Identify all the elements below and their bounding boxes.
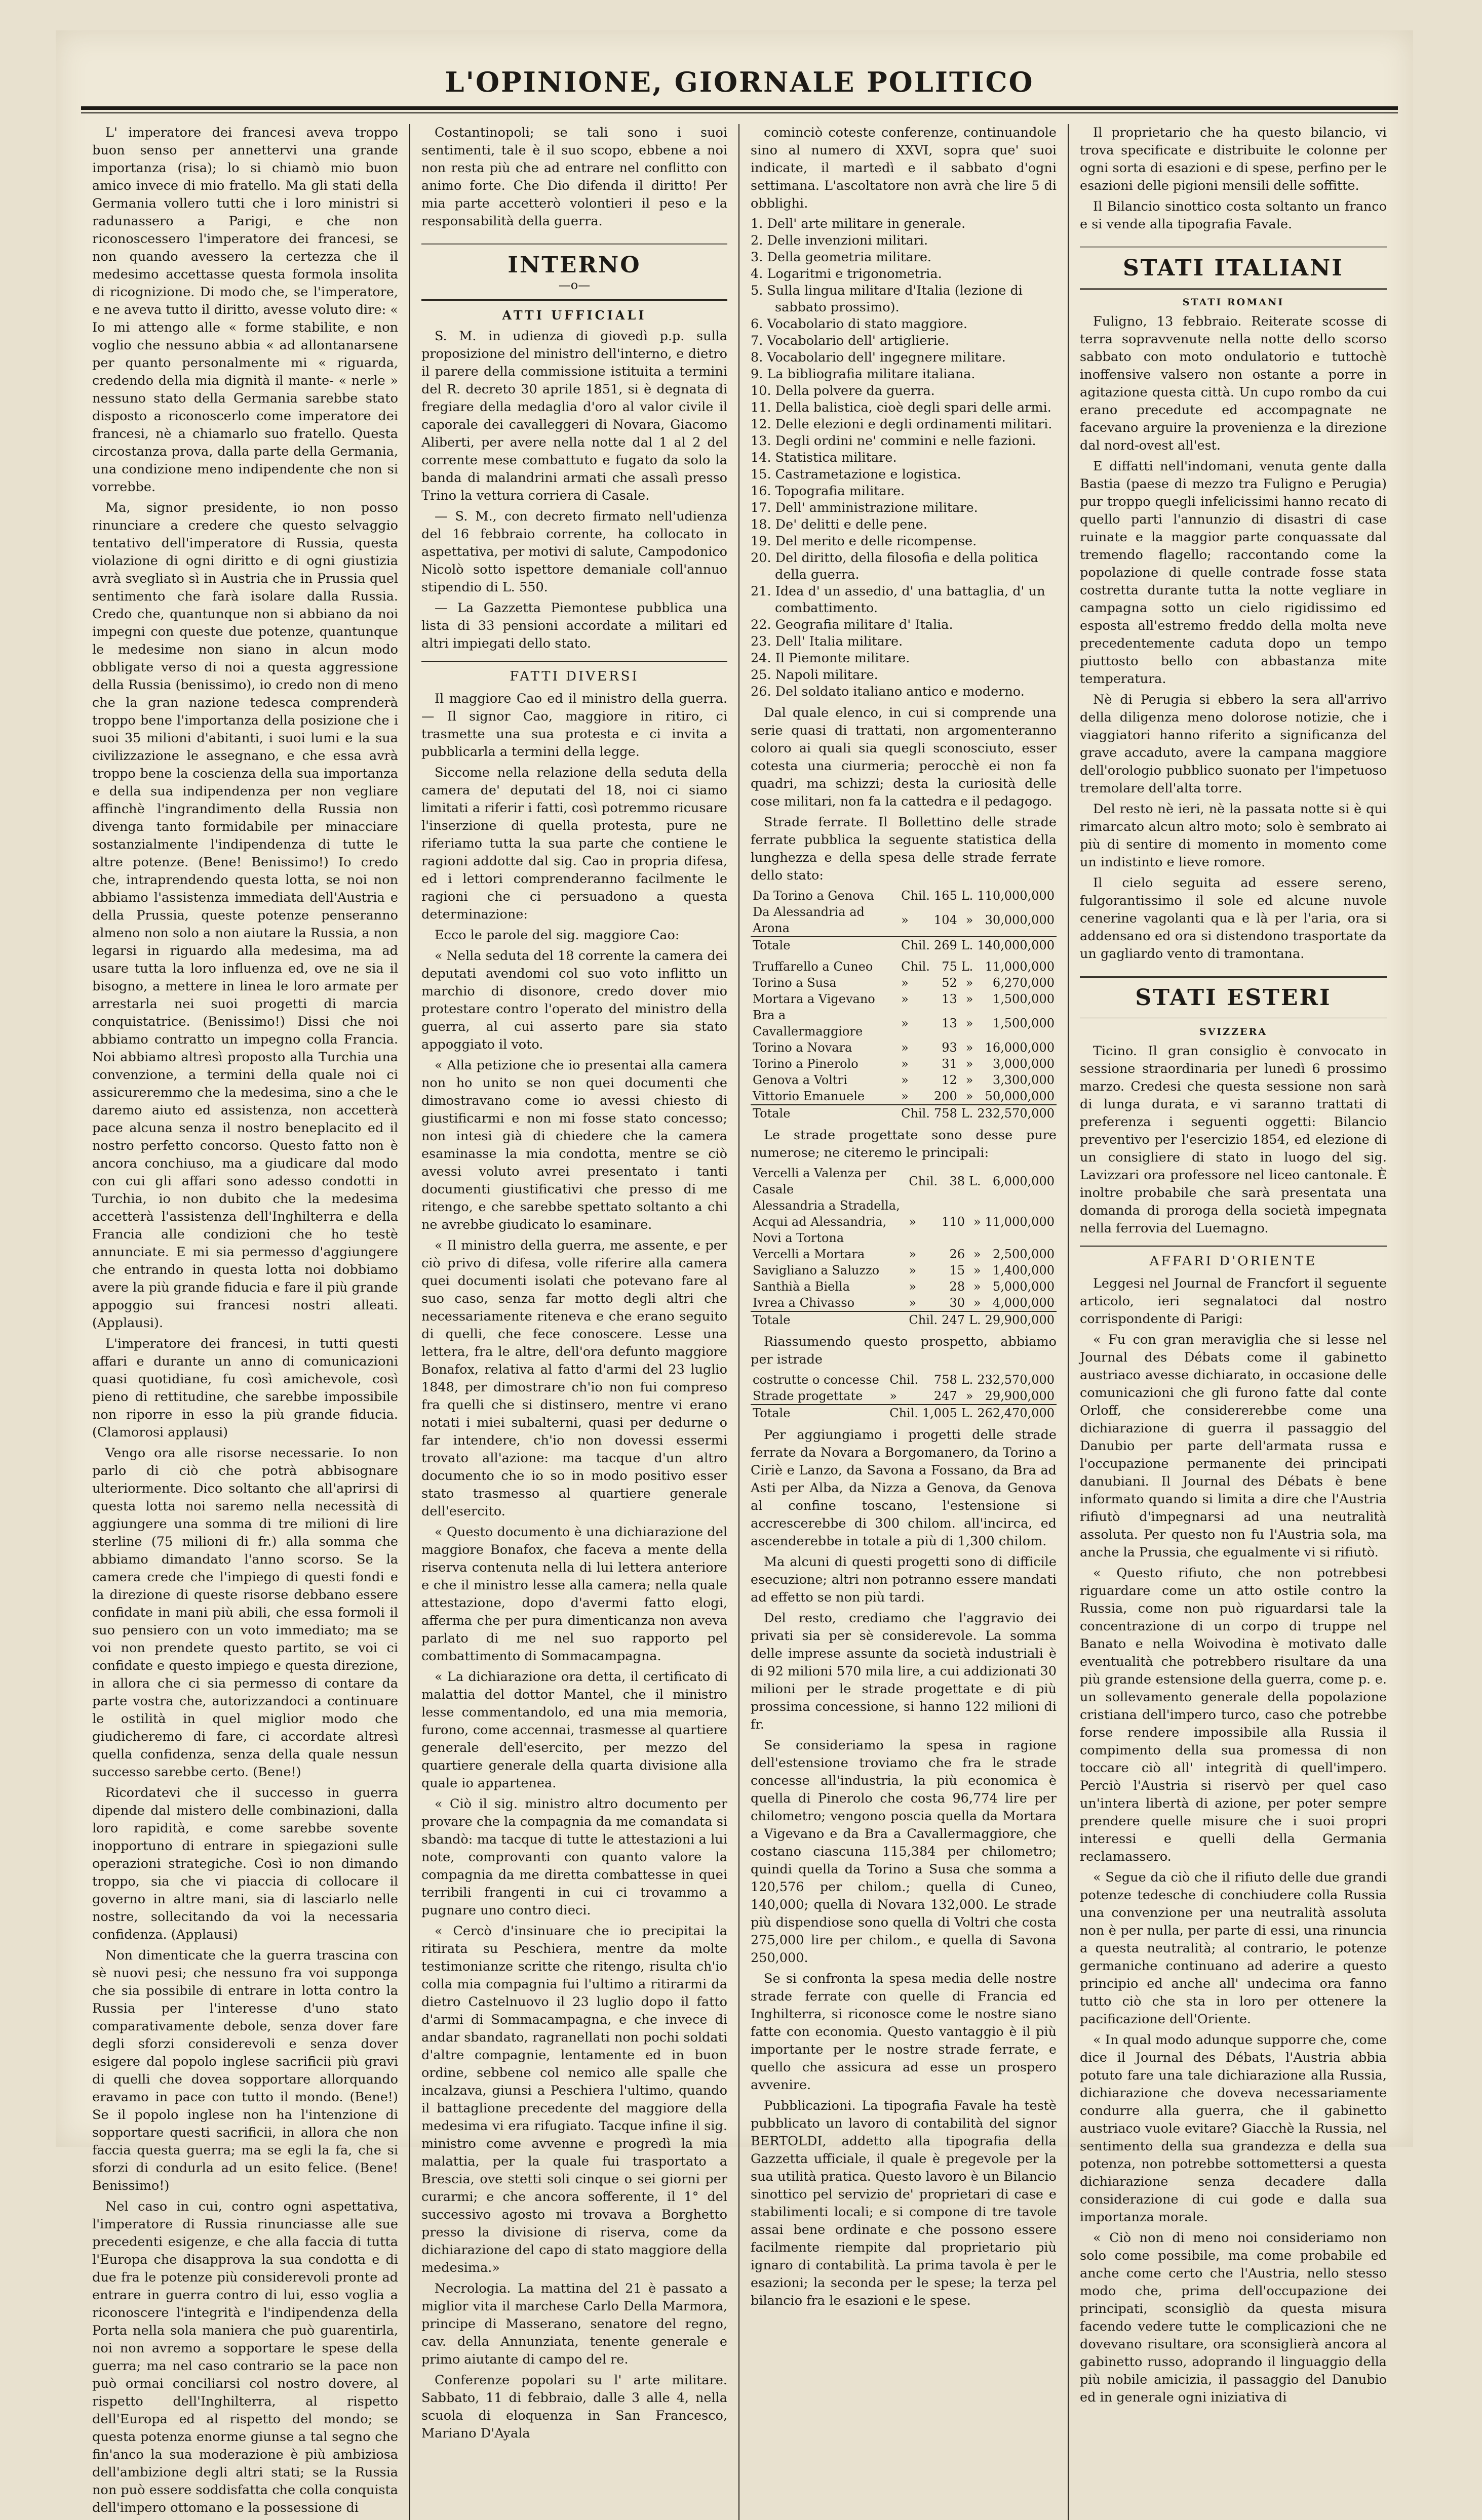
table-row: [751, 1388, 1057, 1405]
table-cell: 1,500,000: [992, 992, 1055, 1006]
table-cell: 269: [932, 937, 959, 953]
table-cell: 1,400,000: [992, 1263, 1055, 1277]
table-cell: »: [901, 992, 909, 1006]
paragraph: Leggesi nel Journal de Francfort il seguente articolo, ieri segnalatoci dal nostro corrispondente di Parigi:: [1080, 1276, 1387, 1327]
table-cell: Genova a Voltri: [753, 1073, 847, 1087]
table-cell: 15: [949, 1263, 965, 1277]
table-cell: L.: [959, 1405, 976, 1421]
table-cell: 165: [933, 889, 957, 903]
table-cell: »: [965, 913, 973, 927]
table-cell: 6,270,000: [992, 976, 1055, 990]
paragraph: Necrologia. La mattina del 21 è passato a miglior vita il marchese Carlo Della Marmora, principe di Masserano, senatore del regno, cav. della Annunziata, tenente generale e primo aiutante di campo del re.: [421, 2281, 727, 2367]
paragraph: Del resto, crediamo che l'aggravio dei privati sia per sè considerevole. La somma delle imprese assunte da società industriali è di 92 milioni 570 mila lire, a cui addizionati 30 milioni per le strade progettate e di più prossima concessione, si hanno 122 milioni di fr.: [751, 1611, 1057, 1732]
table-cell: »: [901, 1057, 909, 1071]
list-item: 17. Dell' amministrazione militare.: [751, 500, 978, 515]
table-cell: »: [965, 976, 973, 990]
paragraph: Ricordatevi che il successo in guerra dipende dal mistero delle combinazioni, dalla loro rapidità, e come sarebbe sovente inopportuno di entrare in spiegazioni sulle operazioni strategiche. Così io non dimando troppo, sia che vi piaccia di collocare il governo in altre mani, sia di lasciarlo nelle nostre, sollecitando da voi la necessaria confidenza. (Applausi): [92, 1785, 398, 1942]
table-cell: »: [965, 992, 973, 1006]
table-cell: Chil.: [899, 1105, 932, 1122]
table-row: [751, 1197, 1057, 1246]
paragraph: L'imperatore dei francesi, in tutti questi affari e durante un anno di comunicazioni quasi quotidiane, fu così amichevole, così pieno di rettitudine, che sarebbe impossibile non riporre in esso la più grande fiducia. (Clamorosi applausi): [92, 1336, 398, 1440]
bilancio-price: Il Bilancio sinottico costa soltanto un franco e si vende alla tipografia Favale.: [1080, 199, 1387, 232]
table-cell: 30,000,000: [985, 913, 1055, 927]
list-item: 25. Napoli militare.: [751, 667, 878, 683]
table-cell: 3,000,000: [992, 1057, 1055, 1071]
table-cell: Chil.: [901, 959, 930, 974]
atti-ufficiali-text: [421, 328, 727, 653]
table-total-row: [751, 937, 1057, 953]
table-cell: 758: [933, 1373, 957, 1387]
table-cell: »: [965, 1089, 973, 1103]
table-row: [751, 975, 1057, 991]
table-cell: Vittorio Emanuele: [753, 1089, 865, 1103]
paragraph: « In qual modo adunque supporre che, come dice il Journal des Débats, l'Austria abbia potuto fare una tale dichiarazione alla Russia, dichiarazione che doveva necessariamente condurre alla guerra, che il gabinetto austriaco vuole evitare? Giacchè la Russia, nel sentimento della sua grandezza e della sua potenza, non potrebbe sottomettersi a questa dichiarazione senza decadere dalla considerazione di cui gode e dalla sua importanza morale.: [1080, 2032, 1387, 2225]
paragraph: « Questo rifiuto, che non potrebbesi riguardare come un atto ostile contro la Russia, come non può riguardarsi tale la concentrazione di un corpo di truppe nel Banato e nella Woivodina è motivato dalle eventualità che potrebbero risultare da una più grande estensione della guerra, come p. e. un sollevamento generale della popolazione cristiana dell'impero turco, caso che potrebbe forse rendere impossibile alla Russia il compimento della sua promessa di non toccare ciò all' integrità di quell'impero. Perciò l'Austria si riservò per quel caso un'intera libertà di azione, per poter sempre prendere quelle misure che i suoi propri interessi e quelli della Germania reclamassero.: [1080, 1566, 1387, 1864]
table-cell: »: [909, 1263, 917, 1277]
paragraph: E diffatti nell'indomani, venuta gente dalla Bastia (paese di mezzo tra Fuligno e Perugia) pur troppo quegli infelicissimi hanno recato di quello parti l'annunzio di disastri di case ruinate e la maggior parte conquassate dal tremendo flagello; raccontando come la popolazione di quelle contrade fosse stata costretta durante tutta la notte vegliare in campagna sotto un cielo rigidissimo ed esposta all'estremo freddo della molta neve precedentemente caduta dopo un tempo piuttosto bello con abbastanza mite temperatura.: [1080, 459, 1387, 687]
paragraph: « Alla petizione che io presentai alla camera non ho unito se non quei documenti che dimostravano come io avessi chiesto di giustificarmi e non mi fosse stato concesso; non intesi già di chiedere che la camera esaminasse la mia condotta, mentre se ciò avessi voluto avrei presentato i tanti documenti giustificativi che presso di me ritengo, e che sarebbe spettato soltanto a chi ne avrebbe giudicato lo esaminare.: [421, 1058, 727, 1232]
table-row: [751, 1372, 1057, 1388]
table-cell: 6,000,000: [992, 1174, 1055, 1188]
paragraph: « Il ministro della guerra, me assente, e per ciò privo di difesa, volle riferire alla camera quei documenti isolati che potevano fare al suo caso, senza far motto degli altri che necessariamente riteneva e che erano seguito di quelli, che fece conoscere. Lesse una lettera, fra le altre, dell'ora defunto maggiore Bonafox, relativa al fatto d'armi del 23 luglio 1848, per dimostrare ch'io non fui compreso fra quelli che si distinsero, mentre vi erano notati i miei subalterni, quasi per dedurne o far intendere, ch'io non dovessi essermi trovato all'azione: ma tacque d'un altro documento che io so in modo positivo esser stato trasmesso al quartiere generale dell'esercito.: [421, 1238, 727, 1519]
paragraph: « Segue da ciò che il rifiuto delle due grandi potenze tedesche di conchiudere colla Russia una convenzione per una neutralità assoluta non è per nulla, per parte di essi, una rinuncia a questa neutralità; al contrario, le potenze germaniche continuano ad aderire a questo principio ed anche all' undecima ora fanno tutto ciò che sta in loro per ottenere la pacificazione dell'Oriente.: [1080, 1870, 1387, 2027]
stati-esteri-text: [1080, 1043, 1387, 1237]
table-cell: L.: [961, 1373, 973, 1387]
table-cell: »: [973, 1215, 981, 1229]
table-cell: 26: [949, 1247, 965, 1261]
table-cell: 247: [933, 1389, 957, 1403]
list-item: 8. Vocabolario dell' ingegnere militare.: [751, 350, 1006, 365]
list-item: 26. Del soldato italiano antico e moderno.: [751, 684, 1025, 699]
table-cell: 31: [942, 1057, 957, 1071]
table-cell: Da Torino a Genova: [753, 889, 874, 903]
list-item: 23. Dell' Italia militare.: [751, 634, 903, 649]
railway-table-conceded: [751, 958, 1057, 1122]
table-row: [751, 1007, 1057, 1039]
paragraph: Ma, signor presidente, io non posso rinunciare a credere che questo selvaggio tentativo dell'imperatore di Russia, questa violazione di ogni diritto e di ogni giustizia avrà svegliato sì in Austria che in Prussia quel sentimento che farà isolare dalla Russia. Credo che, quantunque non si abbiano da noi impegni con queste due potenze, quantunque le medesime non siano in alcun modo obbligate verso di noi a questa aggressione della Russia (benissimo), io credo non di meno che la gran nazione tedesca comprenderà troppo bene l'importanza della posizione che i suoi 35 milioni d'abitanti, i suoi lumi e la sua civilizzazione le assegnano, e che essa avrà troppo bene la coscienza della sua importanza e della sua indipendenza per non vegliare affinchè l'ingrandimento della Russia non divenga tanto formidabile per minacciare sostanzialmente l'indipendenza di tutte le altre potenze. (Bene! Benissimo!) Io credo che, intraprendendo questa lotta, se noi non abbiamo l'assistenza immediata dell'Austria e della Prussia, queste potenze penseranno almeno non solo a non aiutare la Russia, a non legarsi in riguardo alla medesima, ma ad usare tutta la loro influenza ed, ove ne sia il bisogno, a mettere in linea le loro armate per arrestarla nei suoi progetti di marcia conquistatrice. (Benissimo!) Dissi che noi abbiamo contratto un impegno colla Francia. Noi abbiamo altresì proposto alla Turchia una convenzione, a termini della quale noi ci assicureremmo che la medesima, sino a che le daremo aiuto ed assistenza, non accetterà pace alcuna senza il nostro beneplacito ed il nostro perfetto concorso. Questo fatto non è ancora conchiuso, ma a giudicare dal modo con cui gli affari sono adesso condotti in Turchia, io non dubito che la medesima accetterà l'assistenza dell'Inghilterra e della Francia alle condizioni che ho testè annunciate. E mi sia permesso d'aggiungere che entrando in questa lotta noi dobbiamo avere la più grande fiducia e fare il più grande appoggio sui francesi nostri alleati. (Applausi).: [92, 500, 398, 1331]
table-row: [751, 1278, 1057, 1295]
table-cell: »: [973, 1247, 981, 1261]
paragraph: Ecco le parole del sig. maggiore Cao:: [435, 928, 680, 943]
table-cell: 16,000,000: [985, 1041, 1055, 1055]
paragraph: « Fu con gran meraviglia che si lesse nel Journal des Débats come il gabinetto austriaco avesse dichiarato, in occasione delle comunicazioni che gli furono fatte dal conte Orloff, che considererebbe come una dichiarazione di guerra il passaggio del Danubio per parte dell'armata russa e l'occupazione permanente dei principati danubiani. Il Journal des Débats è bene informato quando si limita a dire che l'Austria rifiutò d'impegnarsi ad una neutralità assoluta. Per questo non fu l'Austria sola, ma anche la Prussia, che egualmente vi si rifiutò.: [1080, 1332, 1387, 1560]
table-cell: »: [901, 976, 909, 990]
table-cell: Chil.: [909, 1174, 938, 1188]
column-1-text: [92, 124, 398, 2517]
paragraph: Siccome nella relazione della seduta della camera de' deputati del 18, noi ci siamo limitati a riferir i fatti, così potremmo ricusare l'inserzione di quella protesta, pure ne riferiamo tutta la sua parte che contiene le ragioni addotte dal sig. Cao in propria difesa, ed i lettori comprenderanno facilmente le ragioni che ci persuadono a questa determinazione:: [421, 765, 727, 922]
paragraph: « La dichiarazione ora detta, il certificato di malattia del dottor Mantel, che il ministro lesse commentandolo, ed una mia memoria, furono, come accennai, trasmesse al quartiere generale dell'esercito, per mezzo del quartiere generale della quarta divisione alla quale io appartenea.: [421, 1669, 727, 1791]
riassunto-intro: Riassumendo questo prospetto, abbiamo per istrade: [751, 1334, 1057, 1367]
list-item: 3. Della geometria militare.: [751, 250, 932, 265]
list-item: 6. Vocabolario di stato maggiore.: [751, 316, 967, 332]
table-cell: L.: [961, 889, 973, 903]
table-cell: Savigliano a Saluzzo: [753, 1263, 880, 1277]
table-cell: 50,000,000: [985, 1089, 1055, 1103]
paragraph: Se consideriamo la spesa in ragione dell'estensione troviamo che fra le strade concesse all'industria, la più economica è quella di Pinerolo che costa 96,774 lire per chilometro; vengono poscia quella da Mortara a Vigevano e da Bra a Cavallermaggiore, che costano ciascuna 115,384 per chilometro; quindi quella da Torino a Susa che somma a 120,576 per chilom.; quella di Cuneo, 140,000; quella di Novara 132,000. Le strade più dispendiose sono quella di Voltri che costa 275,000 lire per chilom., e quella di Savona 250,000.: [751, 1738, 1057, 1966]
table-cell: 52: [942, 976, 957, 990]
table-row: [751, 958, 1057, 975]
table-cell: 110: [942, 1215, 965, 1229]
table-cell: Torino a Susa: [753, 976, 837, 990]
table-cell: 3,300,000: [992, 1073, 1055, 1087]
table-cell: 262,470,000: [975, 1405, 1057, 1421]
table-cell: Truffarello a Cuneo: [753, 959, 873, 974]
list-item: 24. Il Piemonte militare.: [751, 651, 910, 666]
table-cell: 140,000,000: [975, 937, 1057, 953]
column-2: [410, 124, 739, 2520]
paragraph: Non dimenticate che la guerra trascina con sè nuovi pesi; che nessuno fra voi supponga che sia possibile di entrare in lotta contro la Russia per l'interesse d'uno stato comparativamente debole, senza dover fare degli sforzi considerevoli e senza dover esigere dal popolo inglese sacrificii più gravi di quelli che dovea sopportare allorquando eravamo in pace con tutto il mondo. (Bene!) Se il popolo inglese non ha l'intenzione di sopportare questi sacrificii, in allora che non faccia questa guerra; ma se egli la fa, che si sforzi di condurla ad un esito felice. (Bene! Benissimo!): [92, 1948, 398, 2193]
table-cell: 232,570,000: [975, 1105, 1057, 1122]
table-cell: 1,500,000: [992, 1016, 1055, 1030]
table-cell: L.: [959, 937, 976, 953]
table-cell: »: [901, 1073, 909, 1087]
table-cell: »: [965, 1389, 973, 1403]
table-cell: 13: [942, 992, 957, 1006]
header-rule: [81, 106, 1398, 110]
table-cell: 11,000,000: [985, 1215, 1055, 1229]
table-cell: L.: [959, 1105, 976, 1122]
columns: [81, 124, 1398, 2515]
paragraph: Del resto nè ieri, nè la passata notte si è qui rimarcato alcun altro moto; solo è sembrato ai più di sentire di momento in momento come un indistinto e lieve romore.: [1080, 802, 1387, 870]
table-cell: Strade progettate: [753, 1389, 863, 1403]
paragraph: L' imperatore dei francesi aveva troppo buon senso per annettervi una grande importanza (risa); lo si chiamò mio buon amico invece di mio fratello. Ma gli stati della Germania vollero tutti che i loro ministri si radunassero a Parigi, e che non riconoscessero l'imperatore dei francesi, se non quando avessero la certezza che il medesimo accettasse questa formola insolita di ricognizione. Di modo che, se l'imperatore, e ne aveva tutto il diritto, avesse voluto dire: « Io mi attengo alle « forme stabilite, e non voglio che nessuno abbia « ad allontanarsene per quanto personalmente mi « riguarda, credendo della mia dignità il mante- « nerle » nessuno stato della Germania sarebbe stato disposto a riconoscerlo come imperatore dei francesi, nè a chiamarlo suo fratello. Questa circostanza prova, dalla parte della Germania, una condizione meno indipendente che non si vorrebbe.: [92, 125, 398, 495]
railway-table-projected: [751, 1165, 1057, 1328]
table-cell: 110,000,000: [977, 889, 1055, 903]
table-cell: 2,500,000: [992, 1247, 1055, 1261]
table-cell: »: [973, 1263, 981, 1277]
column-1: [81, 124, 410, 2520]
paragraph: Il cielo seguita ad essere sereno, fulgorantissimo il sole ed alcune nuvole cenerine vagolanti qua e là per l'aria, ora si addensano ed ora si distendono trasportate da un gagliardo vento di tramontana.: [1080, 875, 1387, 962]
table-cell: »: [901, 1016, 909, 1030]
table-cell: Torino a Pinerolo: [753, 1057, 859, 1071]
table-cell: L.: [961, 959, 973, 974]
section-title-interno: INTERNO: [508, 252, 641, 278]
table-cell: Chil.: [901, 889, 930, 903]
list-item: 10. Della polvere da guerra.: [751, 383, 935, 398]
list-item: 4. Logaritmi e trigonometria.: [751, 266, 942, 282]
table-cell: 1,005: [920, 1405, 959, 1421]
paragraph: « Nella seduta del 18 corrente la camera dei deputati avendomi col suo voto inflitto un marchio di disonore, credo dover mio protestare contro l'operato del ministro della guerra, al cui asserto pare sia stato appoggiato il voto.: [421, 948, 727, 1052]
bilancio-continuation: Il proprietario che ha questo bilancio, vi trova specificate e distribuite le colonne per ogni sorta di esazioni e di spese, perfino per le esazioni delle pigioni mensili delle soffitte.: [1080, 125, 1387, 193]
table-total-row: [751, 1311, 1057, 1328]
table-cell: »: [965, 1073, 973, 1087]
table-cell: 13: [942, 1016, 957, 1030]
table-cell: 5,000,000: [992, 1279, 1055, 1294]
table-cell: »: [973, 1296, 981, 1310]
list-item: 12. Delle elezioni e degli ordinamenti militari.: [751, 417, 1052, 432]
conferenze-comment: Dal quale elenco, in cui si comprende una serie quasi di trattati, non argomenteranno coloro ai quali sia quegli sconosciuto, esser cotesta una ciurmeria; perocchè ei non fa quadri, ma schizzi; desta la curiosità delle cose militari, non fa la cattedra e il pedagogo.: [751, 705, 1057, 809]
table-row: [751, 1056, 1057, 1072]
table-cell: 29,900,000: [985, 1389, 1055, 1403]
list-item: 16. Topografia militare.: [751, 484, 905, 499]
table-cell: Vercelli a Mortara: [753, 1247, 865, 1261]
list-item: 20. Del diritto, della filosofia e della politica della guerra.: [751, 550, 1038, 582]
list-item: 1. Dell' arte militare in generale.: [751, 216, 966, 231]
table-total-row: [751, 1405, 1057, 1421]
paragraph: « Cercò d'insinuare che io precipitai la ritirata su Peschiera, mentre da molte testimonianze scritte che ritengo, risulta ch'io colla mia compagnia fui l'ultimo a ritirarmi da dietro Castelnuovo il 23 luglio dopo il fatto d'armi di Sommacampagna, e che invece di andar sbandato, ragranellati non pochi soldati d'altre compagnie, lentamente ed in buon ordine, sebbene col nemico alle spalle che incalzava, giunsi a Peschiera l'ultimo, quando il battaglione precedente del maggiore della medesima vi era rifugiato. Tacque infine il sig. ministro come avvenne e progredì la mia malattia, per la quale fui trasportato a Brescia, ove stetti soli cinque o sei giorni per curarmi; e che ancora sofferente, il 1° del successivo agosto mi trovava a Borghetto presso la divisione di riserva, come da dichiarazione del capo di stato maggiore della medesima.»: [421, 1924, 727, 2275]
table-cell: Chil.: [887, 1405, 920, 1421]
table-row: [751, 1072, 1057, 1088]
table-cell: »: [909, 1279, 917, 1294]
table-cell: Chil.: [907, 1311, 940, 1328]
section-interno: [421, 244, 727, 301]
atti-ufficiali-heading: ATTI UFFICIALI: [502, 308, 647, 323]
paragraph: Ma alcuni di questi progetti sono di difficile esecuzione; altri non potranno essere mandati ad effetto se non più tardi.: [751, 1554, 1057, 1605]
table-cell: »: [965, 1016, 973, 1030]
table-row: [751, 991, 1057, 1007]
paragraph: — La Gazzetta Piemontese pubblica una lista di 33 pensioni accordate a militari ed altri impiegati dello stato.: [421, 601, 727, 651]
table-cell: Ivrea a Chivasso: [753, 1296, 855, 1310]
table-cell: »: [965, 1057, 973, 1071]
table-cell: Vercelli a Valenza per Casale: [753, 1166, 886, 1196]
table-cell: Totale: [751, 937, 899, 953]
paragraph: Pubblicazioni. La tipografia Favale ha testè pubblicato un lavoro di contabilità del signor BERTOLDI, addetto alla tipografia della Gazzetta ufficiale, il quale è pregevole per la sua utilità pratica. Questo lavoro è un Bilancio sinottico pel servizio de' proprietari di case e stabilimenti locali; e si compone di tre tavole assai bene ordinate e che possono essere facilmente riempite dal proprietario più ignaro di contabilità. La prima tavola è per le esazioni; la seconda per le spese; la terza pel bilancio fra le esazioni e le spese.: [751, 2098, 1057, 2308]
article-continuation: Costantinopoli; se tali sono i suoi sentimenti, tale è il suo scopo, ebbene a noi non resta più che ad entrare nel conflitto con animo forte. Che Dio difenda il diritto! Per mia parte accetterò volontieri il peso e la responsabilità della guerra.: [421, 125, 727, 229]
table-row: [751, 888, 1057, 904]
svizzera-heading: SVIZZERA: [1199, 1026, 1268, 1037]
table-cell: Torino a Novara: [753, 1041, 852, 1055]
table-cell: 29,900,000: [983, 1311, 1057, 1328]
list-item: 13. Degli ordini ne' commini e nelle fazioni.: [751, 433, 1036, 449]
table-cell: 758: [932, 1105, 959, 1122]
table-row: [751, 1262, 1057, 1278]
affari-oriente-heading: AFFARI D'ORIENTE: [1080, 1246, 1387, 1269]
paragraph: — S. M., con decreto firmato nell'udienza del 16 febbraio corrente, ha collocato in aspettativa, per motivi di salute, Campodonico Nicolò sotto ispettore demaniale coll'annuo stipendio di L. 550.: [421, 509, 727, 595]
table-cell: 4,000,000: [992, 1296, 1055, 1310]
column-3: [739, 124, 1069, 2520]
railway-table-summary: [751, 1372, 1057, 1421]
list-item: 14. Statistica militare.: [751, 450, 897, 465]
strade-progettate-intro: Le strade progettate sono desse pure numerose; ne citeremo le principali:: [751, 1128, 1057, 1161]
table-cell: Totale: [751, 1105, 899, 1122]
paragraph: Conferenze popolari su l' arte militare. Sabbato, 11 di febbraio, dalle 3 alle 4, nella scuola di eloquenza in San Francesco, Mariano D'Ayala: [421, 2373, 727, 2441]
paragraph: S. M. in udienza di giovedì p.p. sulla proposizione del ministro dell'interno, e dietro il parere della commissione istituita a termini del R. decreto 30 aprile 1851, si è degnata di fregiare della medaglia d'oro al valor civile il caporale dei cavalleggeri di Novara, Giacomo Aliberti, per avere nella notte dal 1 al 2 del corrente mese combattuto e fugato da solo la banda di malandrini armati che assalì presso Trino la vettura corriera di Casale.: [421, 329, 727, 503]
paragraph: Per aggiungiamo i progetti delle strade ferrate da Novara a Borgomanero, da Torino a Ciriè e Lanzo, da Savona a Fossano, da Bra ad Asti per Alba, da Nizza a Genova, da Genova al confine toscano, l'estensione si accrescerebbe di 300 chilom. all'incirca, ed ascenderebbe in totale a più di 1,300 chilom.: [751, 1427, 1057, 1549]
section-stati-esteri: [1080, 976, 1387, 1019]
paragraph: Nè di Perugia si ebbero la sera all'arrivo della diligenza meno dolorose notizie, che i viaggiatori hanno riferito a significanza del grave accaduto, avere la campana maggiore dell'orologio pubblico suonato per l'impetuoso tremolare dell'alta torre.: [1080, 692, 1387, 796]
table-cell: Totale: [751, 1311, 907, 1328]
paragraph: « Ciò il sig. ministro altro documento per provare che la compagnia da me comandata si sbandò: ma tacque di tutte le attestazioni a lui note, comprovanti con quanto valore la compagnia da me diretta combattesse in quei terribili frangenti in cui ci trovammo a pugnare uno contro dieci.: [421, 1796, 727, 1918]
section-ornament: —o—: [558, 278, 591, 292]
table-cell: Bra a Cavallermaggiore: [753, 1008, 863, 1038]
table-cell: Santhià a Biella: [753, 1279, 850, 1294]
table-cell: Da Alessandria ad Arona: [753, 905, 865, 935]
list-item: 7. Vocabolario dell' artiglierie.: [751, 333, 950, 348]
paragraph: « Questo documento è una dichiarazione del maggiore Bonafox, che faceva a mente della riserva contenuta nella di lui lettera anteriore e che il ministro lesse alla camera; nella quale attestazione, dopo d'avermi fatto elogi, afferma che per pura dimenticanza non aveva parlato di me nel suo rapporto pel combattimento di Sommacampagna.: [421, 1525, 727, 1664]
paragraph: Se si confronta la spesa media delle nostre strade ferrate con quelle di Francia ed Inghilterra, si riconosce come le nostre siano fatte con economia. Questo vantaggio è il più importante per le nostre strade ferrate, e quello che assicura ad esse un prospero avvenire.: [751, 1971, 1057, 2093]
masthead: [81, 66, 1398, 98]
table-cell: L.: [969, 1174, 981, 1188]
column-4: [1069, 124, 1398, 2520]
table-cell: costrutte o concesse: [753, 1373, 879, 1387]
table-cell: »: [909, 1247, 917, 1261]
table-cell: 75: [942, 959, 957, 974]
table-cell: 28: [949, 1279, 965, 1294]
table-row: [751, 1039, 1057, 1056]
section-stati-italiani: [1080, 247, 1387, 290]
table-cell: 232,570,000: [977, 1373, 1055, 1387]
section-title-stati-italiani: STATI ITALIANI: [1122, 255, 1344, 281]
railway-table-existing: [751, 888, 1057, 953]
affari-oriente-text: [1080, 1275, 1387, 2407]
column-3-text: [751, 1426, 1057, 2310]
list-item: 19. Del merito e delle ricompense.: [751, 534, 977, 549]
table-cell: »: [889, 1389, 897, 1403]
conferenze-continuation: cominciò coteste conferenze, continuandole sino al numero di XXVI, sopra que' suoi indicate, il martedì e il sabbato d'ogni settimana. L'ascoltatore non avrà che lire 5 di obblighi.: [751, 125, 1057, 211]
table-cell: »: [901, 1089, 909, 1103]
table-cell: »: [973, 1279, 981, 1294]
table-cell: »: [909, 1296, 917, 1310]
table-cell: L.: [967, 1311, 983, 1328]
section-title-stati-esteri: STATI ESTERI: [1135, 985, 1332, 1011]
stati-romani-heading: STATI ROMANI: [1182, 297, 1284, 308]
table-total-row: [751, 1105, 1057, 1122]
table-cell: 30: [949, 1296, 965, 1310]
table-row: [751, 1165, 1057, 1197]
list-item: 15. Castrametazione e logistica.: [751, 467, 961, 482]
table-cell: 38: [949, 1174, 965, 1188]
paragraph: Nel caso in cui, contro ogni aspettativa, l'imperatore di Russia rinunciasse alle sue precedenti esigenze, e che alla faccia di tutta l'Europa che disapprova la sua condotta e di due fra le potenze più considerevoli pronte ad entrare in guerra contro di lui, esso voglia a riconoscere l'integrità e l'indipendenza della Porta nella sola maniera che può guarentirla, noi non avremo a sopportare le spese della guerra; ma nel caso contrario se la pace non può ormai conciliarsi col nostro dovere, al rispetto dell'Inghilterra, al rispetto dell'Europa ed al rispetto del mondo; se questa potenza enorme giunse a tal segno che fin'anco la sua moderazione è più ambiziosa dell'ambizione degli altri stati; se la Russia non può essere soddisfatta che colla conquista dell'impero ottomano e la possessione di: [92, 2199, 398, 2515]
table-cell: 11,000,000: [985, 959, 1055, 974]
list-item: 18. De' delitti e delle pene.: [751, 517, 927, 532]
list-item: 21. Idea d' un assedio, d' una battaglia, d' un combattimento.: [751, 584, 1045, 616]
table-row: [751, 904, 1057, 937]
table-cell: 200: [933, 1089, 957, 1103]
masthead-title: L'OPINIONE, GIORNALE POLITICO: [445, 66, 1034, 98]
conferenze-list: [751, 216, 1057, 700]
table-row: [751, 1088, 1057, 1105]
table-cell: Chil.: [899, 937, 932, 953]
table-cell: Chil.: [889, 1373, 919, 1387]
table-cell: 104: [933, 913, 957, 927]
table-cell: »: [901, 913, 909, 927]
table-cell: 12: [942, 1073, 957, 1087]
fatti-diversi-text: [421, 690, 727, 2443]
fatti-diversi-heading: FATTI DIVERSI: [421, 661, 727, 684]
table-cell: »: [909, 1215, 917, 1229]
paragraph: Vengo ora alle risorse necessarie. Io non parlo di ciò che potrà abbisognare ulteriormente. Dico soltanto che all'aprirsi di questa lotta noi saremo nella necessità di aggiungere una somma di tre milioni di lire sterline (75 milioni di fr.) alla somma che abbiamo dimandato l'anno scorso. Se la camera crede che l'impiego di questi fondi e la direzione di queste risorse debbano essere confidate in mani più abili, che essa formoli il suo pensiero con un voto immediato; ma se voi non prendete questo partito, se voi ci confidate e questo impiego e questa direzione, in allora che ci sia permesso di contare da parte vostra che, autorizzandoci a continuare le ostilità in quel miglior modo che giudicheremo di fare, ci accordate altresì quella confidenza, senza della quale nessun successo sarebbe certo. (Bene!): [92, 1446, 398, 1780]
header-rule-thin: [81, 112, 1398, 113]
paragraph: Il maggiore Cao ed il ministro della guerra. — Il signor Cao, maggiore in ritiro, ci trasmette una sua protesta e ci invita a pubblicarla a termini della legge.: [421, 691, 727, 759]
table-cell: Mortara a Vigevano: [753, 992, 875, 1006]
table-cell: 93: [942, 1041, 957, 1055]
table-cell: »: [965, 1041, 973, 1055]
list-item: 9. La bibliografia militare italiana.: [751, 367, 976, 382]
list-item: 5. Sulla lingua militare d'Italia (lezione di sabbato prossimo).: [751, 283, 1023, 315]
table-cell: 247: [940, 1311, 967, 1328]
list-item: 11. Della balistica, cioè degli spari delle armi.: [751, 400, 1051, 415]
paragraph: Fuligno, 13 febbraio. Reiterate scosse di terra sopravvenute nella notte dello scorso sabbato con moto ondulatorio e tuttochè inoffensive valsero non ostante a porre in agitazione questa città. Un cupo rombo da cui erano precedute ed accompagnate ne facevano arguire la provenienza e la direzione dal nord-ovest all'est.: [1080, 314, 1387, 453]
table-cell: Totale: [751, 1405, 887, 1421]
table-cell: Alessandria a Stradella, Acqui ad Alessandria, Novi a Tortona: [753, 1198, 900, 1245]
paragraph: Ticino. Il gran consiglio è convocato in sessione straordinaria per lunedì 6 prossimo marzo. Credesi che questa sessione non sarà di lunga durata, e vi saranno trattati di preferenza i seguenti oggetti: Bilancio preventivo per l'esercizio 1854, ed elezione di un consigliere di stato in luogo del sig. Lavizzari ora professore nel liceo cantonale. È inoltre probabile che sarà presentata una domanda di proroga della società impegnata nella ferrovia del Luemagno.: [1080, 1044, 1387, 1236]
table-cell: »: [901, 1041, 909, 1055]
list-item: 22. Geografia militare d' Italia.: [751, 617, 953, 632]
paragraph: « Ciò non di meno noi consideriamo non solo come possibile, ma come probabile ed anche come certo che l'Austria, nello stesso modo che, prima dell'occupazione dei principati, sconsigliò da questa misura facendo vedere tutte le complicazioni che ne dovevano risultare, ora sconsiglierà ancora al gabinetto russo, adoprando il linguaggio della più nobile amicizia, il passaggio del Danubio ed in generale ogni iniziativa di: [1080, 2230, 1387, 2405]
stati-italiani-text: [1080, 313, 1387, 963]
strade-ferrate-intro: Strade ferrate. Il Bollettino delle strade ferrate pubblica la seguente statistica della lunghezza e della spesa delle strade ferrate dello stato:: [751, 815, 1057, 883]
list-item: 2. Delle invenzioni militari.: [751, 233, 928, 248]
newspaper-page: [56, 30, 1413, 2515]
table-row: [751, 1246, 1057, 1262]
table-row: [751, 1295, 1057, 1311]
